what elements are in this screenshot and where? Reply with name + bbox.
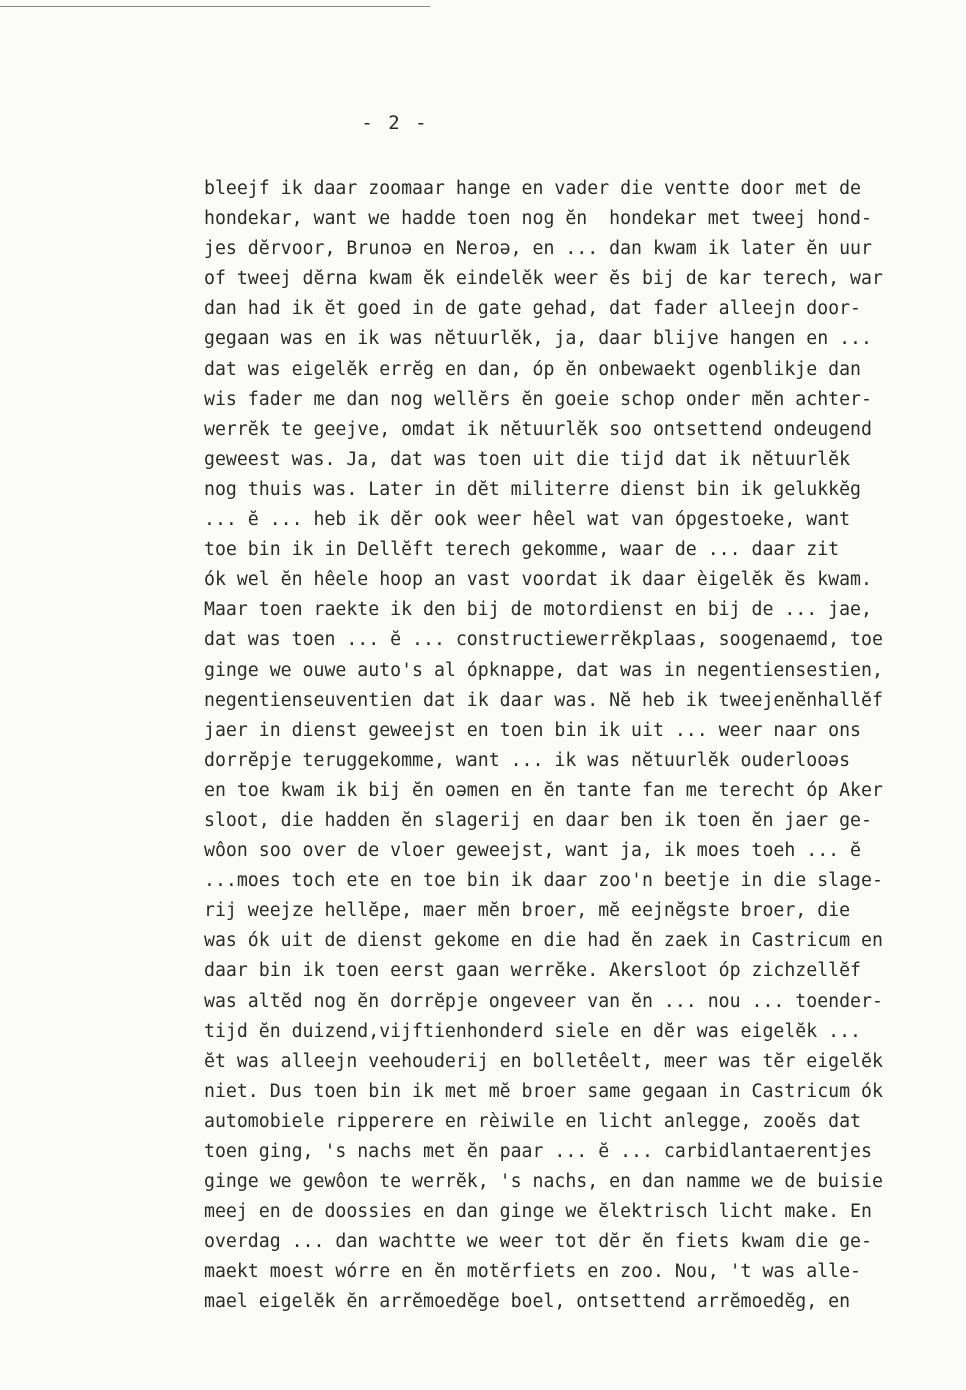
- text-line: rij weejze hellĕpe, maer mĕn broer, mĕ eejnĕgste broer, die: [204, 900, 851, 922]
- text-line: Maar toen raekte ik den bij de motordienst en bij de ... jae,: [204, 599, 872, 621]
- text-line: ... ĕ ... heb ik dĕr ook weer hêel wat van ópgestoeke, want: [204, 509, 851, 531]
- text-line: maekt moest wórre en ĕn motĕrfiets en zoo. Nou, 't was alle-: [204, 1261, 861, 1283]
- text-line: daar bin ik toen eerst gaan werrĕke. Akersloot óp zichzellĕf: [204, 960, 861, 982]
- text-line: hondekar, want we hadde toen nog ĕn hondekar met tweej hond-: [204, 208, 872, 230]
- text-line: werrĕk te geejve, omdat ik nĕtuurlĕk soo ontsettend ondeugend: [204, 418, 872, 440]
- text-line: ĕt was alleejn veehouderij en bolletêelt, meer was tĕr eigelĕk: [204, 1050, 883, 1072]
- text-line: ók wel ĕn hêele hoop an vast voordat ik daar èigelĕk ĕs kwam.: [204, 569, 872, 591]
- text-line: automobiele ripperere en rèiwile en licht anlegge, zooĕs dat: [204, 1110, 861, 1132]
- text-line: was ók uit de dienst gekome en die had ĕn zaek in Castricum en: [204, 930, 883, 952]
- text-line: sloot, die hadden ĕn slagerij en daar ben ik toen ĕn jaer ge-: [204, 809, 872, 831]
- text-line: ginge we ouwe auto's al ópknappe, dat was in negentiensestien,: [204, 659, 883, 681]
- top-rule: [0, 6, 430, 7]
- text-line: tijd ĕn duizend,vijftienhonderd siele en dĕr was eigelĕk ...: [204, 1020, 861, 1042]
- text-line: overdag ... dan wachtte we weer tot dĕr ĕn fiets kwam die ge-: [204, 1231, 872, 1253]
- text-line: dorrĕpje teruggekomme, want ... ik was nĕtuurlĕk ouderlooəs: [204, 749, 851, 771]
- body-text: [204, 174, 964, 1318]
- text-line: dat was toen ... ĕ ... constructiewerrĕkplaas, soogenaemd, toe: [204, 629, 883, 651]
- text-line: dan had ik ĕt goed in de gate gehad, dat fader alleejn door-: [204, 298, 861, 320]
- text-line: bleejf ik daar zoomaar hange en vader die ventte door met de: [204, 178, 861, 199]
- text-line: niet. Dus toen bin ik met mĕ broer same gegaan in Castricum ók: [204, 1080, 883, 1102]
- text-line: wis fader me dan nog wellĕrs ĕn goeie schop onder mĕn achter-: [204, 388, 872, 410]
- text-line: ...moes toch ete en toe bin ik daar zoo'n beetje in die slage-: [204, 870, 883, 892]
- page-number: - 2 -: [361, 112, 429, 134]
- text-line: dat was eigelĕk errĕg en dan, óp ĕn onbewaekt ogenblikje dan: [204, 358, 861, 380]
- text-line: was altĕd nog ĕn dorrĕpje ongeveer van ĕn ... nou ... toender-: [204, 990, 883, 1012]
- text-line: mael eigelĕk ĕn arrĕmoedĕge boel, ontsettend arrĕmoedĕg, en: [204, 1291, 851, 1313]
- text-line: geweest was. Ja, dat was toen uit die tijd dat ik nĕtuurlĕk: [204, 448, 851, 470]
- text-line: ginge we gewôon te werrĕk, 's nachs, en dan namme we de buisie: [204, 1171, 883, 1193]
- text-line: en toe kwam ik bij ĕn oəmen en ĕn tante fan me terecht óp Aker: [204, 779, 883, 801]
- text-line: toen ging, 's nachs met ĕn paar ... ĕ ... carbidlantaerentjes: [204, 1141, 872, 1162]
- text-line: jaer in dienst geweejst en toen bin ik uit ... weer naar ons: [204, 719, 861, 741]
- text-line: of tweej dĕrna kwam ĕk eindelĕk weer ĕs bij de kar terech, war: [204, 268, 883, 290]
- text-line: jes dĕrvoor, Brunoə en Neroə, en ... dan kwam ik later ĕn uur: [204, 238, 872, 260]
- text-line: toe bin ik in Dellĕft terech gekomme, waar de ... daar zit: [204, 539, 840, 561]
- text-line: gegaan was en ik was nĕtuurlĕk, ja, daar blijve hangen en ...: [204, 328, 872, 350]
- text-line: meej en de doossies en dan ginge we ĕlektrisch licht make. En: [204, 1201, 872, 1223]
- text-line: wôon soo over de vloer geweejst, want ja, ik moes toeh ... ĕ: [204, 840, 861, 862]
- text-line: nog thuis was. Later in dĕt militerre dienst bin ik gelukkĕg: [204, 478, 861, 500]
- text-line: negentienseuventien dat ik daar was. Nĕ heb ik tweejenĕnhallĕf: [204, 689, 883, 711]
